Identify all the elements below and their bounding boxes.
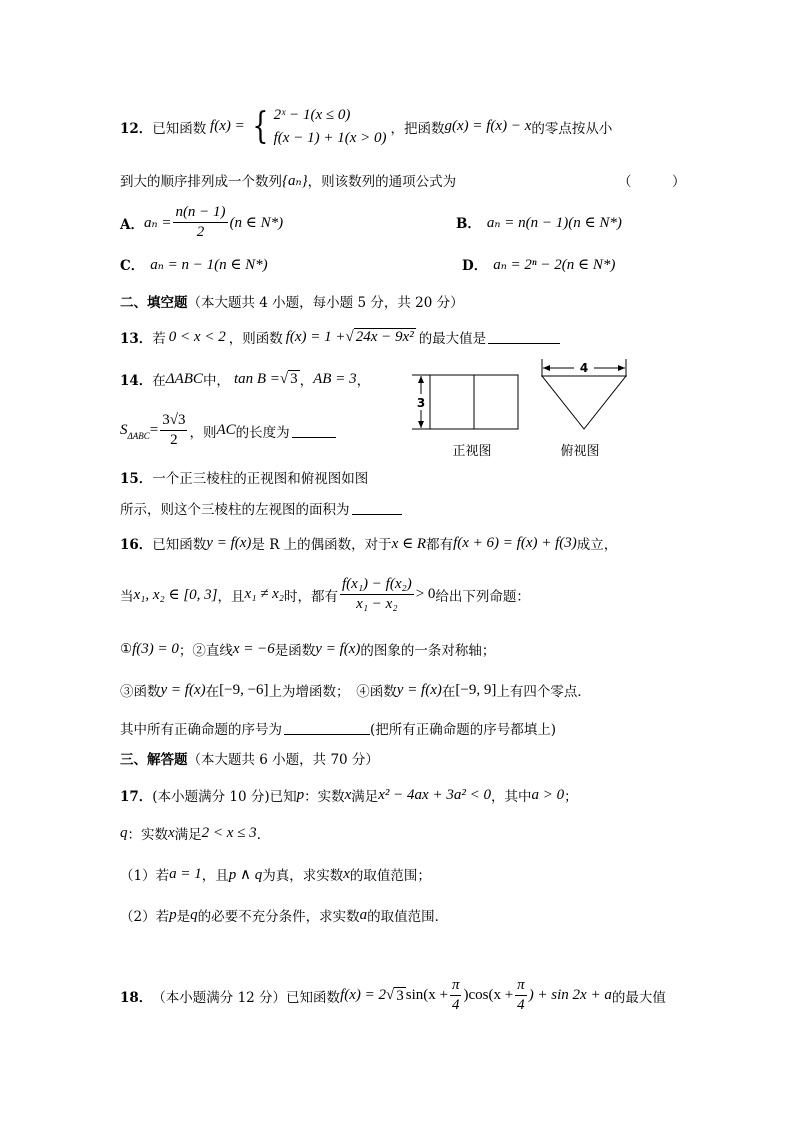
q14-number: 14． — [120, 373, 153, 389]
q12-answer-paren: （ ） — [618, 174, 686, 190]
q17-s1b: ，且 — [201, 868, 229, 884]
q16-xr: x ∈ R — [391, 535, 427, 552]
sqrt-icon: √ — [279, 370, 289, 387]
q17-q4: ． — [256, 827, 271, 843]
q12-number: 12． — [120, 120, 153, 137]
q17-qx: x — [168, 824, 175, 841]
top-view-label: 俯视图 — [560, 444, 600, 459]
q16-l2d: 给出下列命题： — [435, 588, 530, 605]
q17-s1a: （1）若 — [120, 868, 170, 884]
option-a-fraction — [173, 204, 227, 242]
q14-answer-blank[interactable] — [292, 436, 336, 438]
q16-last-line — [120, 718, 556, 738]
q17-s1c: 为真，求实数 — [262, 868, 344, 884]
q12-text2: ，把函数 — [390, 120, 445, 137]
q12-option-c — [120, 254, 268, 274]
option-b-expr: aₙ = n(n − 1)(n ∈ N*) — [486, 214, 622, 231]
q14-equals: = — [149, 422, 159, 439]
q17-s2p: p — [169, 906, 177, 923]
q17-s2c: 的必要不充分条件，求实数 — [197, 909, 360, 925]
q17-s1eq: a = 1 — [169, 865, 202, 882]
height-dimension-label: 3 — [416, 396, 426, 410]
q14-line1 — [120, 369, 370, 389]
q17-number: 17． — [120, 789, 153, 805]
q18-fraction-2 — [515, 977, 527, 1015]
q14-line2 — [120, 412, 336, 450]
q16-p1y: y = f(x) — [315, 640, 361, 657]
option-a-denominator: 2 — [196, 224, 205, 241]
q16-answer-blank[interactable] — [284, 733, 370, 735]
q16-p3c: 上为增函数； ④函数 — [268, 684, 397, 700]
q16-p4y: y = f(x) — [396, 681, 442, 698]
q16-p3i: [−9, −6] — [219, 681, 269, 698]
q14-area-fraction — [160, 412, 187, 450]
q16-fraction — [340, 576, 414, 614]
option-a-label: A． — [120, 216, 144, 233]
q18-pi-2: π — [515, 977, 527, 996]
left-brace-icon: { — [252, 105, 269, 147]
q16-gt0: > 0 — [415, 586, 436, 603]
q16-p1d: 的图象的一条对称轴； — [360, 643, 496, 659]
q16-p1c: 是函数 — [274, 643, 316, 659]
option-d-expr: aₙ = 2ⁿ − 2(n ∈ N*) — [493, 256, 616, 273]
q17-inequality: x² − 4ax + 3a² < 0 — [378, 786, 491, 803]
q16-p3y: y = f(x) — [160, 681, 206, 698]
q14-frac-denominator: 2 — [170, 432, 178, 449]
q17-qin: 2 < x ≤ 3 — [201, 824, 257, 841]
arrow-left-icon — [543, 365, 550, 371]
q12-gx: g(x) = f(x) − x — [444, 118, 532, 134]
q16-line2 — [120, 576, 530, 614]
q16-last1: 其中所有正确命题的序号为 — [120, 722, 282, 738]
q12-piecewise — [249, 104, 387, 149]
q17-q3: 满足 — [174, 827, 202, 843]
q17-text4: ，其中 — [490, 789, 532, 805]
q18-f: f(x) = 2 — [340, 987, 386, 1004]
q16-text4: 成立， — [576, 537, 618, 553]
option-a-pre: aₙ = — [143, 215, 172, 232]
option-c-expr: aₙ = n − 1(n ∈ N*) — [150, 256, 268, 273]
q18-pi-1: π — [450, 977, 462, 996]
q16-props-3-4 — [120, 680, 591, 700]
q17-s2b: 是 — [176, 909, 191, 925]
q16-text2: 是 R 上的偶函数，对于 — [251, 537, 392, 553]
section-2-title: 二、填空题 — [120, 295, 188, 311]
q18-four-2: 4 — [517, 997, 525, 1014]
q14-text3: ，则 — [189, 424, 217, 441]
q12-fx: f(x) = — [206, 118, 245, 134]
q13-radicand: 24x − 9x² — [355, 329, 414, 345]
q18-sqrt3: 3 — [396, 987, 404, 1004]
q16-p1b: ；②直线 — [178, 643, 233, 659]
q14-area-symbol: S — [120, 422, 128, 439]
q17-s1d: 的取值范围； — [349, 868, 431, 884]
q16-text3: 都有 — [426, 537, 454, 553]
arrow-down-icon — [418, 421, 424, 428]
q16-text1: 已知函数 — [152, 537, 207, 553]
q16-p4i: [−9, 9] — [455, 681, 497, 698]
q14-ac: AC — [216, 422, 236, 439]
q17-a0: a > 0 — [531, 786, 565, 803]
q17-q: q — [120, 824, 128, 841]
q15-text1: 一个正三棱柱的正视图和俯视图如图 — [152, 471, 369, 487]
q17-text3: 满足 — [351, 789, 379, 805]
q15-answer-blank[interactable] — [352, 513, 402, 515]
section-3-heading — [120, 748, 379, 768]
q17-sub1 — [120, 864, 431, 884]
q14-ab: AB = 3 — [313, 370, 357, 387]
q13-line — [120, 327, 560, 347]
q18-sin: sin(x + — [405, 987, 448, 1004]
option-a-post: (n ∈ N*) — [229, 215, 284, 232]
front-view-label: 正视图 — [452, 444, 492, 459]
q14-tan: tan B = — [233, 370, 280, 387]
q17-line1 — [120, 785, 578, 805]
sqrt-icon: √ — [386, 987, 395, 1004]
q16-l2b: ，且 — [217, 588, 245, 605]
section-2-desc: （本大题共 4 小题，每小题 5 分，共 20 分） — [187, 295, 464, 311]
q17-text2: ：实数 — [304, 789, 345, 805]
q15-number: 15． — [120, 471, 153, 487]
q13-condition: 0 < x < 2 — [168, 328, 226, 345]
q13-text3: 的最大值是 — [418, 331, 487, 347]
three-view-figure — [404, 356, 644, 466]
option-c-label: C． — [120, 258, 145, 274]
q12-line2 — [120, 170, 456, 190]
q18-text1: （本小题满分 12 分）已知函数 — [152, 989, 341, 1006]
q16-l2a: 当 — [120, 588, 134, 605]
q14-area-sub: ΔABC — [127, 430, 150, 441]
q18-rest: ) + sin 2x + a — [528, 987, 612, 1004]
q12-case1: 2ˣ − 1(x ≤ 0) — [273, 107, 351, 123]
section-2-heading — [120, 291, 464, 311]
top-view-triangle — [542, 376, 626, 429]
q16-p1a: ① — [120, 641, 133, 657]
q12-text1: 已知函数 — [152, 120, 207, 137]
q14-frac-numerator: 3√3 — [160, 412, 187, 431]
q14-text1: 在 — [152, 373, 166, 389]
option-d-label: D． — [462, 258, 488, 274]
q12-option-d — [462, 254, 615, 274]
q16-number: 16． — [120, 537, 153, 553]
option-b-label: B． — [456, 216, 481, 232]
q16-p4c: 上有四个零点． — [496, 684, 591, 700]
q17-s2a: （2）若 — [120, 909, 170, 925]
sqrt-icon: √ — [345, 328, 354, 345]
q14-text2: 中， — [202, 373, 230, 389]
q14-text4: 的长度为 — [235, 424, 290, 441]
q17-s1x: x — [343, 865, 350, 882]
q13-number: 13． — [120, 331, 153, 347]
section-3-desc: （本大题共 6 小题，共 70 分） — [187, 752, 379, 768]
q16-line1 — [120, 533, 617, 553]
q18-number: 18． — [120, 989, 153, 1006]
q14-comma1: ， — [299, 373, 314, 389]
q16-props-1-2 — [120, 639, 495, 659]
q12-line1 — [120, 104, 612, 149]
q16-p1f: f(3) = 0 — [132, 640, 179, 657]
q17-s2av: a — [359, 906, 368, 923]
q15-line1 — [120, 467, 368, 487]
q13-function: f(x) = 1 + — [285, 328, 346, 345]
q17-text5: ； — [564, 789, 578, 805]
q12-seq: {aₙ} — [282, 172, 308, 189]
q14-sqrt3: 3 — [290, 371, 298, 387]
q13-answer-blank[interactable] — [488, 342, 560, 344]
q16-l2c: 时，都有 — [284, 588, 339, 605]
q16-last2: (把所有正确命题的序号都填上) — [370, 722, 557, 738]
q17-q2: ：实数 — [127, 827, 168, 843]
q16-l2x: x₁, x₂ ∈ [0, 3] — [133, 587, 218, 604]
q12-line2-text: 到大的顺序排列成一个数列 — [120, 174, 282, 190]
q18-text2: 的最大值 — [611, 989, 666, 1006]
arrow-up-icon — [418, 376, 424, 383]
q17-p: p — [296, 786, 305, 803]
q16-yf: y = f(x) — [206, 534, 252, 551]
arrow-right-icon — [618, 365, 625, 371]
q16-p3a: ③函数 — [120, 684, 161, 700]
q14-comma2: ， — [356, 373, 371, 389]
q12-option-b — [456, 212, 622, 232]
q12-case2: f(x − 1) + 1(x > 0) — [273, 129, 387, 146]
q16-p3b: 在 — [205, 684, 220, 700]
q18-fraction-1 — [450, 977, 462, 1015]
q17-sub2 — [120, 905, 448, 925]
q13-text2: ，则函数 — [228, 331, 283, 347]
q12-option-a — [120, 204, 283, 242]
q16-l2neq: x₁ ≠ x₂ — [244, 586, 285, 603]
q17-line2 — [120, 823, 270, 843]
q17-s1pq: p ∧ q — [228, 866, 263, 883]
q14-triangle: ΔABC — [165, 370, 203, 387]
q18-four-1: 4 — [451, 997, 460, 1014]
q17-s2q: q — [190, 906, 198, 923]
q15-text2: 所示，则这个三棱柱的左视图的面积为 — [120, 502, 350, 518]
q17-s2d: 的取值范围． — [367, 909, 449, 925]
q15-line2 — [120, 498, 402, 518]
q17-x: x — [344, 786, 352, 803]
q16-p1x: x = −6 — [232, 640, 275, 657]
q16-p4b: 在 — [441, 684, 456, 700]
q12-line2b: ，则该数列的通项公式为 — [307, 174, 457, 190]
q18-line1 — [120, 977, 666, 1015]
q16-frac-numerator: f(x₁) − f(x₂) — [340, 576, 414, 595]
q16-frac-denominator: x₁ − x₂ — [356, 596, 398, 613]
option-a-numerator: n(n − 1) — [173, 204, 227, 223]
q18-cos: )cos(x + — [463, 987, 514, 1004]
q12-text3: 的零点按从小 — [531, 120, 613, 137]
q16-equation: f(x + 6) = f(x) + f(3) — [453, 534, 577, 551]
q17-text1: (本小题满分 10 分)已知 — [152, 789, 297, 805]
q13-text1: 若 — [152, 331, 166, 347]
section-3-title: 三、解答题 — [120, 752, 188, 768]
width-dimension-label: 4 — [579, 361, 589, 375]
